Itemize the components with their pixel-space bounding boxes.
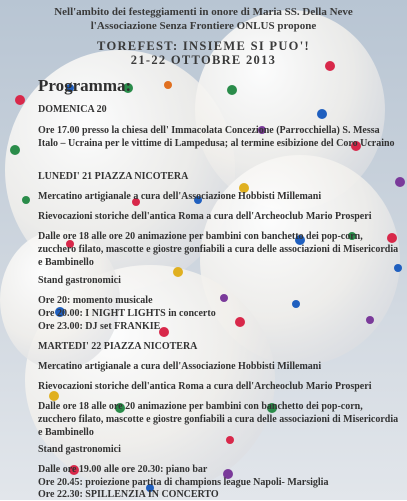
day-heading-lunedi: LUNEDI' 21 PIAZZA NICOTERA xyxy=(38,171,189,182)
program-item: Stand gastronomici xyxy=(38,275,121,286)
program-item: Mercatino artigianale a cura dell'Associazione Hobbisti Millemani xyxy=(38,191,322,202)
program-item: Stand gastronomici xyxy=(38,444,121,455)
program-item: Rievocazioni storiche dell'antica Roma a cura dell'Archeoclub Mario Prosperi xyxy=(38,381,372,392)
day-heading-domenica: DOMENICA 20 xyxy=(38,104,107,115)
event-dates: 21-22 OTTOBRE 2013 xyxy=(130,53,277,67)
intro-line-1: Nell'ambito dei festeggiamenti in onore di Maria SS. Della Neve xyxy=(54,6,353,18)
program-item: Ore 22.30: SPILLENZIA IN CONCERTO xyxy=(38,489,219,500)
program-item: Dalle ore 18 alle ore 20 animazione per bambini con banchetto dei pop-corn, zucchero filato, mascotte e giostre gonfiabili a cura delle associazioni di Misericordia e Bambinello xyxy=(38,231,399,268)
program-item: Rievocazioni storiche dell'antica Roma a cura dell'Archeoclub Mario Prosperi xyxy=(38,211,372,222)
event-title: TOREFEST: INSIEME SI PUO'! xyxy=(97,39,310,53)
program-item: Ore 23.00: DJ set FRANKIE xyxy=(38,321,161,332)
program-item: Dalle ore 18 alle ore 20 animazione per bambini con banchetto dei pop-corn, zucchero filato, mascotte e giostre gonfiabili a cura delle associazioni di Misericordia e Bambinello xyxy=(38,401,399,438)
program-item: Mercatino artigianale a cura dell'Associazione Hobbisti Millemani xyxy=(38,361,322,372)
program-item: Ore 20.00: I NIGHT LIGHTS in concerto xyxy=(38,308,216,319)
program-item: Ore 20.45: proiezione partita di champions league Napoli- Marsiglia xyxy=(38,477,329,488)
program-heading: Programma: xyxy=(38,76,132,95)
program-item: Ore 20: momento musicale xyxy=(38,295,153,306)
intro-line-2: l'Associazione Senza Frontiere ONLUS propone xyxy=(90,20,317,32)
program-item: Dalle ore 19.00 alle ore 20.30: piano bar xyxy=(38,464,208,475)
day-heading-martedi: MARTEDI' 22 PIAZZA NICOTERA xyxy=(38,341,198,352)
program-item: Ore 17.00 presso la chiesa dell' Immacolata Concezione (Parrocchiella) S. Messa Italo – Ucraina per le vittime di Lampedusa; al termine esibizione del Coro Ucraino xyxy=(38,125,395,149)
